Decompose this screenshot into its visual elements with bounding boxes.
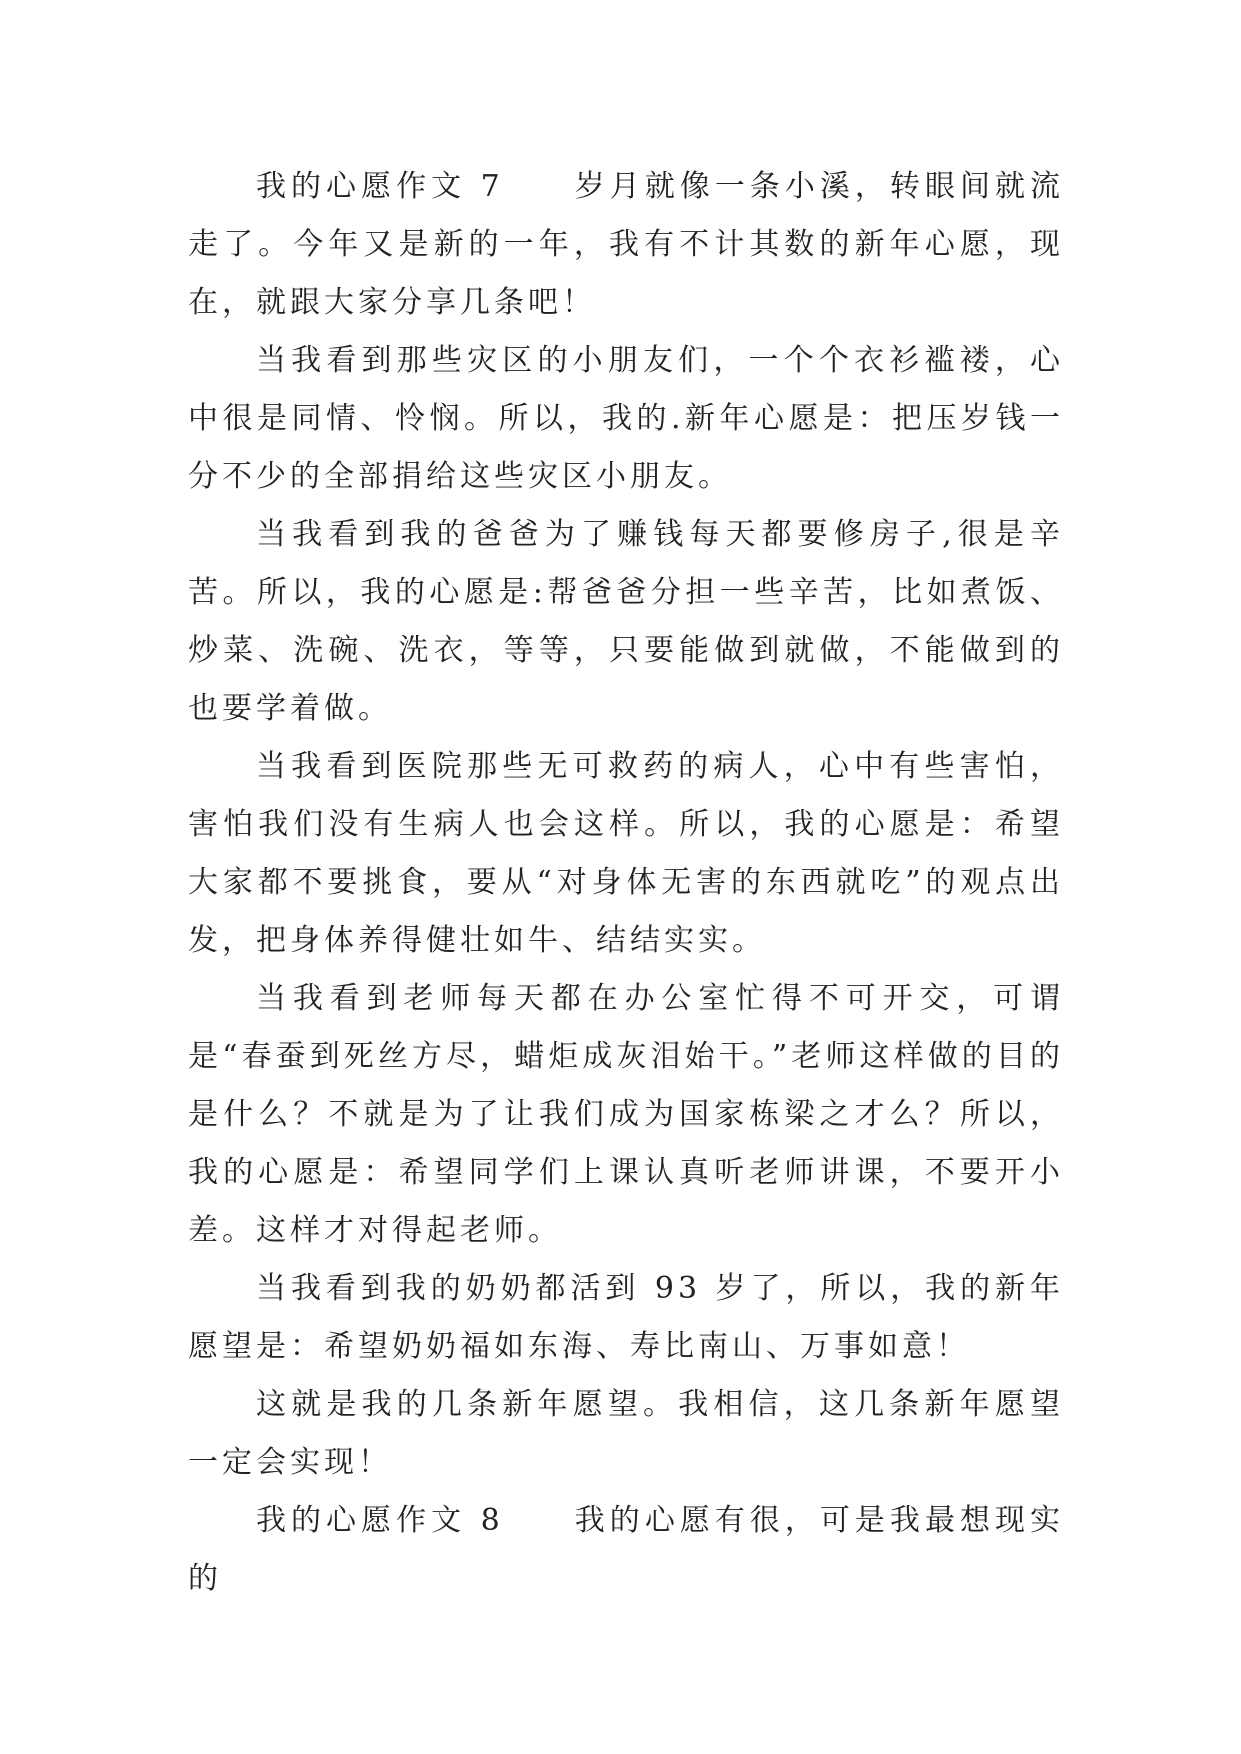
paragraph-essay-8-intro: 我的心愿作文 8 我的心愿有很，可是我最想现实的 xyxy=(188,1503,1064,1596)
essay-body xyxy=(188,158,1064,1608)
paragraph-father: 当我看到我的爸爸为了赚钱每天都要修房子,很是辛苦。所以，我的心愿是:帮爸爸分担一些辛苦，比如煮饭、炒菜、洗碗、洗衣，等等，只要能做到就做，不能做到的也要学着做。 xyxy=(188,517,1064,726)
paragraph-grandma: 当我看到我的奶奶都活到 93 岁了，所以，我的新年愿望是：希望奶奶福如东海、寿比南山、万事如意！ xyxy=(188,1271,1064,1364)
paragraph-disaster-area: 当我看到那些灾区的小朋友们，一个个衣衫褴褛，心中很是同情、怜悯。所以，我的.新年心愿是：把压岁钱一分不少的全部捐给这些灾区小朋友。 xyxy=(188,343,1064,494)
paragraph-teacher: 当我看到老师每天都在办公室忙得不可开交，可谓是“春蚕到死丝方尽，蜡炬成灰泪始干。”老师这样做的目的是什么？不就是为了让我们成为国家栋梁之才么？所以，我的心愿是：希望同学们上课认真听老师讲课，不要开小差。这样才对得起老师。 xyxy=(188,981,1064,1248)
paragraph-conclusion: 这就是我的几条新年愿望。我相信，这几条新年愿望一定会实现！ xyxy=(188,1387,1064,1480)
paragraph-hospital: 当我看到医院那些无可救药的病人，心中有些害怕，害怕我们没有生病人也会这样。所以，我的心愿是：希望大家都不要挑食，要从“对身体无害的东西就吃”的观点出发，把身体养得健壮如牛、结结实实。 xyxy=(188,749,1064,958)
paragraph-essay-7-intro: 我的心愿作文 7 岁月就像一条小溪，转眼间就流走了。今年又是新的一年，我有不计其数的新年心愿，现在，就跟大家分享几条吧！ xyxy=(188,169,1064,320)
